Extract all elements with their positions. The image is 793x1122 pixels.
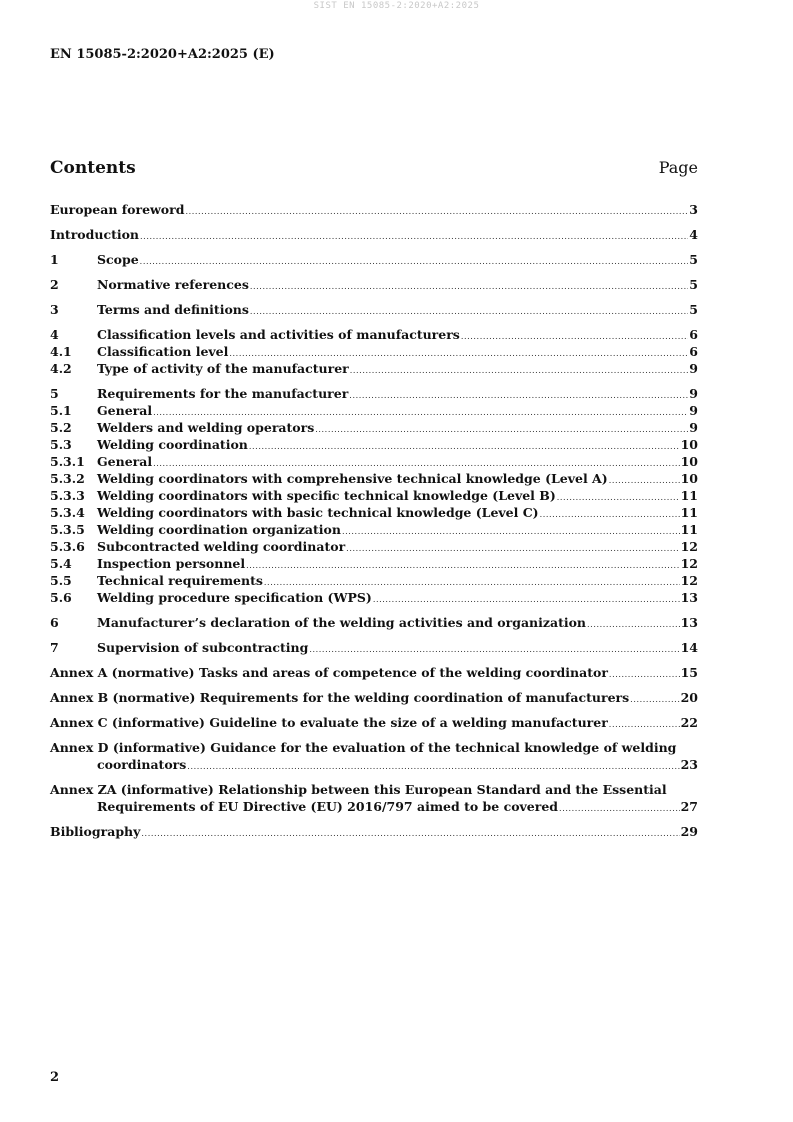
- toc-entry-4-2[interactable]: [50, 360, 698, 377]
- toc-page: 5: [689, 277, 698, 292]
- toc-page: 11: [680, 505, 698, 520]
- toc-page: 6: [689, 344, 698, 359]
- contents-title: Contents: [50, 158, 136, 178]
- dot-leader: [185, 203, 688, 220]
- toc-page: 13: [680, 590, 698, 605]
- page-number: 2: [50, 1070, 60, 1085]
- toc-number: 3: [50, 302, 59, 317]
- toc-number: 5: [50, 386, 59, 401]
- toc-number: 5.5: [50, 573, 72, 588]
- toc-title: Welding coordinators with comprehensive technical knowledge (Level A): [97, 471, 608, 486]
- toc-number: 7: [50, 640, 59, 655]
- toc-title: General: [97, 454, 153, 469]
- toc-page: 15: [680, 665, 698, 680]
- toc-title: Technical requirements: [97, 573, 263, 588]
- toc-title-line2: Requirements of EU Directive (EU) 2016/797 aimed to be covered: [97, 799, 559, 814]
- toc-entry-4-1[interactable]: [50, 343, 698, 360]
- toc-page: 10: [680, 454, 698, 469]
- toc-number: 5.1: [50, 403, 72, 418]
- toc-title: Normative references: [97, 277, 249, 292]
- toc-entry-1[interactable]: [50, 251, 698, 268]
- dot-leader: [630, 691, 679, 708]
- toc-title: Welding coordination: [97, 437, 248, 452]
- toc-entry-5-3[interactable]: [50, 436, 698, 453]
- toc-number: 5.3.4: [50, 505, 85, 520]
- toc-page: 11: [680, 488, 698, 503]
- toc-title: Scope: [97, 252, 139, 267]
- table-of-contents: [50, 201, 698, 840]
- toc-title: Terms and definitions: [97, 302, 249, 317]
- toc-title: Welding procedure specification (WPS): [97, 590, 372, 605]
- toc-title-line1: Annex ZA (informative) Relationship between this European Standard and the Essential: [50, 782, 667, 797]
- dot-leader: [349, 387, 688, 404]
- toc-title: Introduction: [50, 227, 140, 242]
- toc-entry-bibliography[interactable]: [50, 823, 698, 840]
- toc-number: 6: [50, 615, 59, 630]
- dot-leader: [250, 303, 688, 320]
- toc-number: 4: [50, 327, 59, 342]
- dot-leader: [559, 800, 680, 817]
- toc-entry-5-6[interactable]: [50, 589, 698, 606]
- toc-page: 9: [689, 361, 698, 376]
- toc-entry-7[interactable]: [50, 639, 698, 656]
- dot-leader: [315, 421, 688, 438]
- toc-title: Subcontracted welding coordinator: [97, 539, 346, 554]
- dot-leader: [249, 438, 680, 455]
- dot-leader: [140, 228, 688, 245]
- toc-entry-2[interactable]: [50, 276, 698, 293]
- toc-page: 13: [680, 615, 698, 630]
- toc-page: 29: [680, 824, 698, 839]
- toc-entry-foreword[interactable]: [50, 201, 698, 218]
- dot-leader: [346, 540, 679, 557]
- toc-title-line1: Annex D (informative) Guidance for the evaluation of the technical knowledge of welding: [50, 740, 677, 755]
- toc-page: 10: [680, 471, 698, 486]
- dot-leader: [250, 278, 688, 295]
- dot-leader: [246, 557, 679, 574]
- toc-page: 11: [680, 522, 698, 537]
- toc-page: 22: [680, 715, 698, 730]
- toc-title-line2: coordinators: [97, 757, 187, 772]
- dot-leader: [609, 666, 680, 683]
- toc-number: 1: [50, 252, 59, 267]
- toc-entry-6[interactable]: [50, 614, 698, 631]
- toc-page: 9: [689, 420, 698, 435]
- dot-leader: [540, 506, 680, 523]
- dot-leader: [587, 616, 680, 633]
- toc-number: 5.3.6: [50, 539, 85, 554]
- toc-page: 5: [689, 302, 698, 317]
- watermark: SIST EN 15085-2:2020+A2:2025: [313, 1, 480, 11]
- dot-leader: [140, 253, 689, 270]
- dot-leader: [141, 825, 679, 842]
- toc-page: 9: [689, 403, 698, 418]
- dot-leader: [557, 489, 680, 506]
- toc-entry-5-3-1[interactable]: [50, 453, 698, 470]
- toc-title: Annex C (informative) Guideline to evaluate the size of a welding manufacturer: [50, 715, 608, 730]
- dot-leader: [609, 716, 680, 733]
- toc-entry-5-3-3[interactable]: [50, 487, 698, 504]
- toc-number: 5.3.5: [50, 522, 85, 537]
- toc-title: Bibliography: [50, 824, 141, 839]
- toc-number: 5.3.2: [50, 471, 85, 486]
- toc-entry-annex-b[interactable]: [50, 689, 698, 706]
- toc-entry-5-1[interactable]: [50, 402, 698, 419]
- toc-entry-5[interactable]: [50, 385, 698, 402]
- toc-title: Welding coordinators with basic technical knowledge (Level C): [97, 505, 539, 520]
- toc-page: 10: [680, 437, 698, 452]
- toc-title: Annex B (normative) Requirements for the welding coordination of manufacturers: [50, 690, 630, 705]
- toc-page: 12: [680, 573, 698, 588]
- toc-page: 4: [689, 227, 698, 242]
- toc-title: Welding coordinators with specific technical knowledge (Level B): [97, 488, 556, 503]
- toc-entry-5-2[interactable]: [50, 419, 698, 436]
- toc-entry-annex-d[interactable]: [50, 739, 698, 773]
- toc-page: 5: [689, 252, 698, 267]
- toc-page: 9: [689, 386, 698, 401]
- toc-entry-annex-a[interactable]: [50, 664, 698, 681]
- toc-entry-annex-za[interactable]: [50, 781, 698, 815]
- toc-page: 27: [680, 799, 698, 814]
- toc-title: Supervision of subcontracting: [97, 640, 309, 655]
- toc-page: 6: [689, 327, 698, 342]
- dot-leader: [309, 641, 679, 658]
- toc-entry-5-3-5[interactable]: [50, 521, 698, 538]
- toc-number: 5.3.3: [50, 488, 85, 503]
- dot-leader: [461, 328, 688, 345]
- toc-entry-introduction[interactable]: [50, 226, 698, 243]
- toc-page: 23: [680, 757, 698, 772]
- toc-title: Type of activity of the manufacturer: [97, 361, 349, 376]
- toc-title: Inspection personnel: [97, 556, 246, 571]
- toc-title: Classification level: [97, 344, 229, 359]
- toc-number: 4.2: [50, 361, 72, 376]
- toc-entry-4[interactable]: [50, 326, 698, 343]
- toc-number: 5.6: [50, 590, 72, 605]
- dot-leader: [187, 758, 679, 775]
- toc-number: 5.3.1: [50, 454, 85, 469]
- toc-page: 14: [680, 640, 698, 655]
- toc-number: 2: [50, 277, 59, 292]
- toc-title: Welders and welding operators: [97, 420, 315, 435]
- toc-title: European foreword: [50, 202, 185, 217]
- toc-page: 12: [680, 539, 698, 554]
- toc-title: Manufacturer’s declaration of the welding activities and organization: [97, 615, 587, 630]
- toc-entry-5-4[interactable]: [50, 555, 698, 572]
- toc-page: 3: [689, 202, 698, 217]
- toc-number: 5.2: [50, 420, 72, 435]
- toc-title: General: [97, 403, 153, 418]
- toc-title: Welding coordination organization: [97, 522, 341, 537]
- toc-title: Annex A (normative) Tasks and areas of competence of the welding coordinator: [50, 665, 608, 680]
- toc-entry-5-3-6[interactable]: [50, 538, 698, 555]
- document-id: EN 15085-2:2020+A2:2025 (E): [50, 47, 275, 62]
- toc-page: 20: [680, 690, 698, 705]
- toc-entry-3[interactable]: [50, 301, 698, 318]
- page-column-label: Page: [658, 158, 698, 177]
- dot-leader: [373, 591, 680, 608]
- toc-title: Requirements for the manufacturer: [97, 386, 349, 401]
- toc-entry-annex-c[interactable]: [50, 714, 698, 731]
- dot-leader: [350, 362, 689, 379]
- toc-entry-5-5[interactable]: [50, 572, 698, 589]
- toc-title: Classification levels and activities of manufacturers: [97, 327, 460, 342]
- toc-entry-5-3-4[interactable]: [50, 504, 698, 521]
- toc-page: 12: [680, 556, 698, 571]
- toc-entry-5-3-2[interactable]: [50, 470, 698, 487]
- toc-number: 5.3: [50, 437, 72, 452]
- dot-leader: [609, 472, 680, 489]
- dot-leader: [342, 523, 680, 540]
- toc-title-line2-row: [50, 756, 698, 773]
- toc-number: 4.1: [50, 344, 72, 359]
- toc-number: 5.4: [50, 556, 72, 571]
- toc-title-line2-row: [50, 798, 698, 815]
- contents-header: [50, 158, 698, 178]
